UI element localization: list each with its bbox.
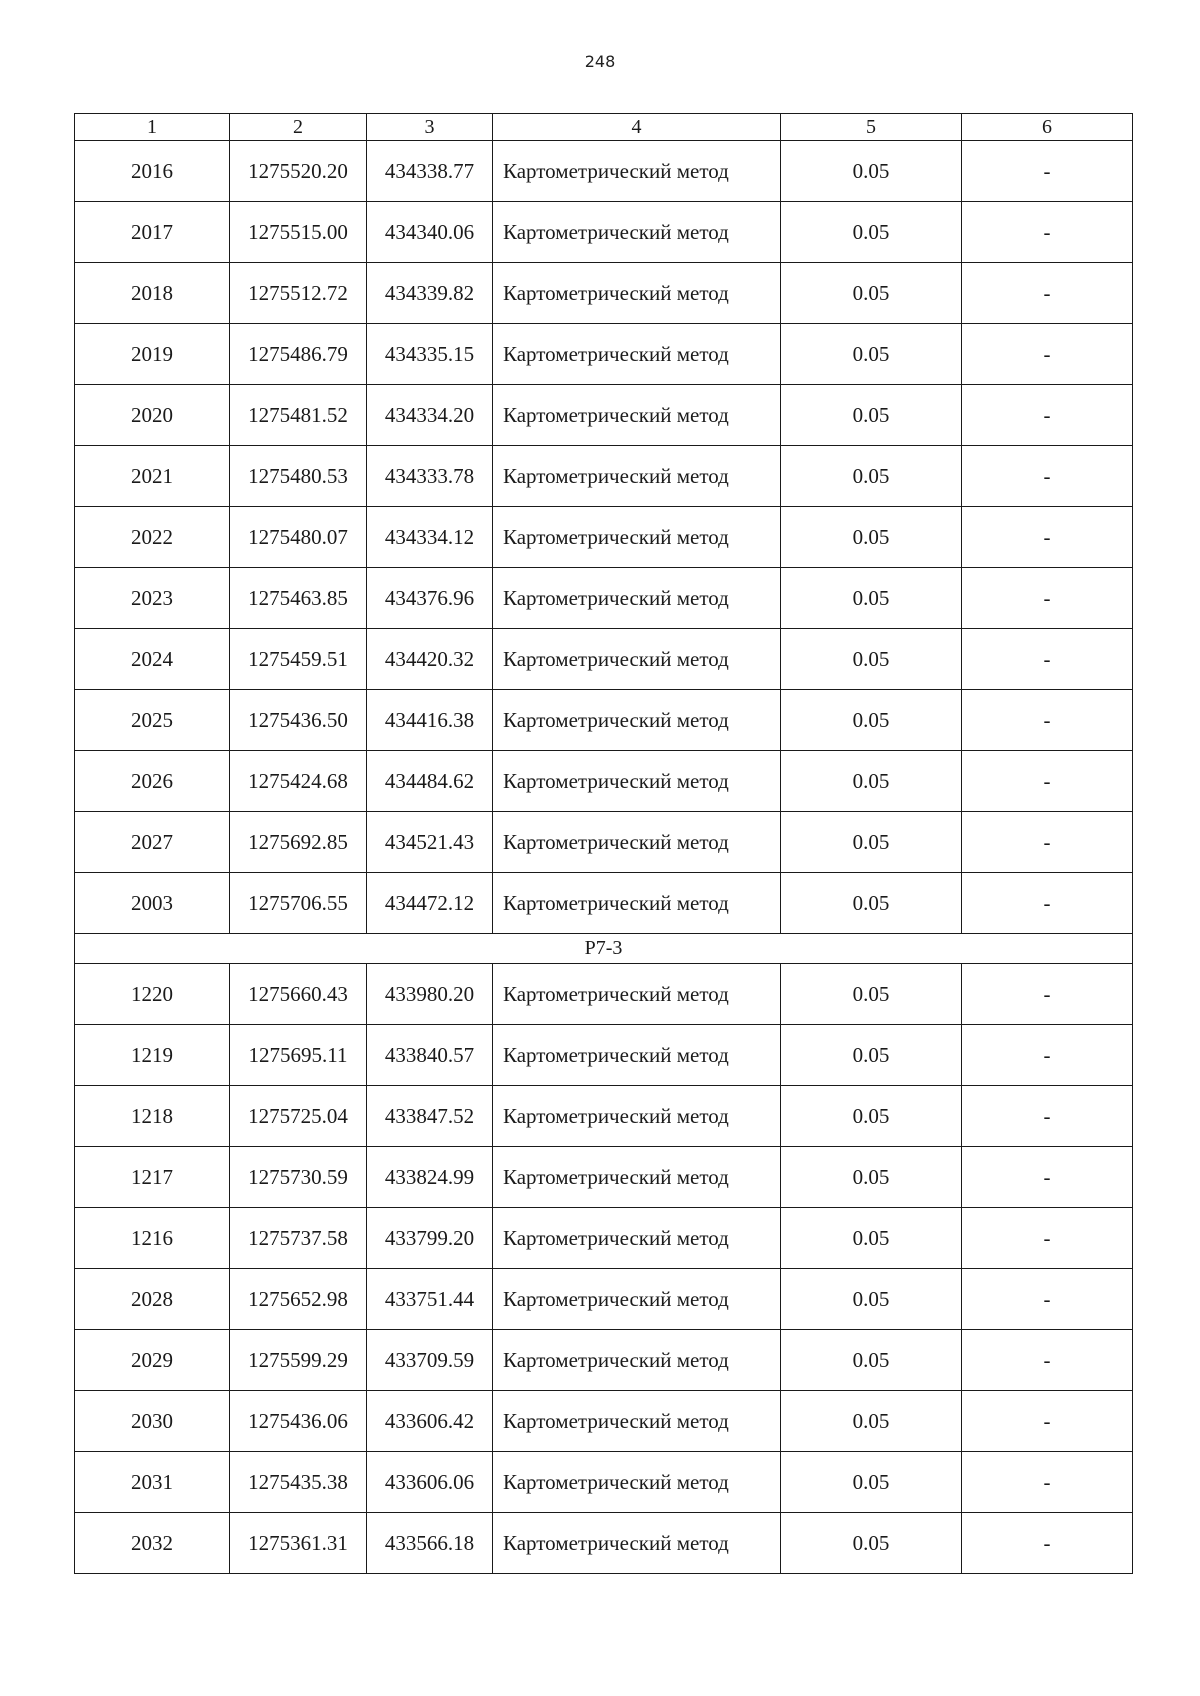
cell-point-number: 2019 xyxy=(75,324,230,385)
header-cell-3: 3 xyxy=(367,114,493,141)
cell-coord-x: 1275436.50 xyxy=(230,690,367,751)
cell-method: Картометрический метод xyxy=(493,1391,781,1452)
cell-note: - xyxy=(962,629,1133,690)
table-body-b xyxy=(75,964,1133,1574)
cell-coord-y: 433709.59 xyxy=(367,1330,493,1391)
cell-coord-y: 434334.20 xyxy=(367,385,493,446)
cell-coord-y: 434335.15 xyxy=(367,324,493,385)
cell-point-number: 1216 xyxy=(75,1208,230,1269)
cell-coord-x: 1275424.68 xyxy=(230,751,367,812)
cell-coord-y: 434416.38 xyxy=(367,690,493,751)
table-row xyxy=(75,141,1133,202)
cell-point-number: 2026 xyxy=(75,751,230,812)
table-row xyxy=(75,1208,1133,1269)
cell-coord-x: 1275652.98 xyxy=(230,1269,367,1330)
cell-note: - xyxy=(962,964,1133,1025)
cell-coord-x: 1275512.72 xyxy=(230,263,367,324)
cell-method: Картометрический метод xyxy=(493,873,781,934)
cell-accuracy: 0.05 xyxy=(781,141,962,202)
cell-point-number: 2018 xyxy=(75,263,230,324)
cell-note: - xyxy=(962,263,1133,324)
cell-coord-y: 434340.06 xyxy=(367,202,493,263)
cell-point-number: 2016 xyxy=(75,141,230,202)
cell-method: Картометрический метод xyxy=(493,1086,781,1147)
table-row xyxy=(75,1269,1133,1330)
cell-coord-y: 434484.62 xyxy=(367,751,493,812)
cell-point-number: 2027 xyxy=(75,812,230,873)
table-body-a xyxy=(75,141,1133,934)
cell-coord-y: 433980.20 xyxy=(367,964,493,1025)
cell-coord-x: 1275520.20 xyxy=(230,141,367,202)
cell-note: - xyxy=(962,1086,1133,1147)
cell-note: - xyxy=(962,1513,1133,1574)
cell-point-number: 2031 xyxy=(75,1452,230,1513)
table-row xyxy=(75,1513,1133,1574)
header-cell-2: 2 xyxy=(230,114,367,141)
cell-coord-x: 1275660.43 xyxy=(230,964,367,1025)
cell-note: - xyxy=(962,1269,1133,1330)
cell-note: - xyxy=(962,1391,1133,1452)
cell-coord-y: 433751.44 xyxy=(367,1269,493,1330)
cell-coord-y: 434472.12 xyxy=(367,873,493,934)
table-row xyxy=(75,324,1133,385)
table-row xyxy=(75,385,1133,446)
cell-accuracy: 0.05 xyxy=(781,629,962,690)
cell-coord-y: 434521.43 xyxy=(367,812,493,873)
cell-coord-x: 1275480.53 xyxy=(230,446,367,507)
cell-coord-x: 1275737.58 xyxy=(230,1208,367,1269)
cell-accuracy: 0.05 xyxy=(781,446,962,507)
cell-point-number: 2023 xyxy=(75,568,230,629)
cell-point-number: 2003 xyxy=(75,873,230,934)
cell-method: Картометрический метод xyxy=(493,751,781,812)
cell-coord-x: 1275692.85 xyxy=(230,812,367,873)
cell-accuracy: 0.05 xyxy=(781,1330,962,1391)
cell-note: - xyxy=(962,507,1133,568)
cell-accuracy: 0.05 xyxy=(781,385,962,446)
cell-coord-x: 1275599.29 xyxy=(230,1330,367,1391)
cell-method: Картометрический метод xyxy=(493,1330,781,1391)
cell-accuracy: 0.05 xyxy=(781,1452,962,1513)
cell-coord-y: 434339.82 xyxy=(367,263,493,324)
cell-accuracy: 0.05 xyxy=(781,1391,962,1452)
table-row xyxy=(75,690,1133,751)
cell-coord-y: 434333.78 xyxy=(367,446,493,507)
table-row xyxy=(75,568,1133,629)
cell-note: - xyxy=(962,568,1133,629)
section-row xyxy=(75,934,1133,964)
cell-note: - xyxy=(962,202,1133,263)
cell-accuracy: 0.05 xyxy=(781,1025,962,1086)
cell-point-number: 2021 xyxy=(75,446,230,507)
cell-accuracy: 0.05 xyxy=(781,873,962,934)
cell-point-number: 1218 xyxy=(75,1086,230,1147)
cell-coord-y: 434338.77 xyxy=(367,141,493,202)
cell-point-number: 1220 xyxy=(75,964,230,1025)
table-row xyxy=(75,964,1133,1025)
cell-point-number: 2032 xyxy=(75,1513,230,1574)
header-cell-4: 4 xyxy=(493,114,781,141)
cell-point-number: 2028 xyxy=(75,1269,230,1330)
cell-method: Картометрический метод xyxy=(493,324,781,385)
cell-method: Картометрический метод xyxy=(493,141,781,202)
cell-method: Картометрический метод xyxy=(493,446,781,507)
cell-method: Картометрический метод xyxy=(493,385,781,446)
page-number: 248 xyxy=(584,52,616,71)
cell-note: - xyxy=(962,873,1133,934)
cell-method: Картометрический метод xyxy=(493,568,781,629)
cell-point-number: 1217 xyxy=(75,1147,230,1208)
header-cell-5: 5 xyxy=(781,114,962,141)
cell-method: Картометрический метод xyxy=(493,1269,781,1330)
cell-coord-y: 433824.99 xyxy=(367,1147,493,1208)
table-row xyxy=(75,751,1133,812)
cell-accuracy: 0.05 xyxy=(781,964,962,1025)
cell-accuracy: 0.05 xyxy=(781,507,962,568)
section-body xyxy=(75,934,1133,964)
cell-coord-x: 1275695.11 xyxy=(230,1025,367,1086)
table-row xyxy=(75,507,1133,568)
table-row xyxy=(75,1391,1133,1452)
table-row xyxy=(75,1452,1133,1513)
cell-method: Картометрический метод xyxy=(493,1452,781,1513)
cell-accuracy: 0.05 xyxy=(781,1513,962,1574)
table-row xyxy=(75,873,1133,934)
cell-point-number: 2029 xyxy=(75,1330,230,1391)
cell-note: - xyxy=(962,446,1133,507)
cell-coord-x: 1275480.07 xyxy=(230,507,367,568)
cell-note: - xyxy=(962,385,1133,446)
header-row xyxy=(75,114,1133,141)
cell-coord-x: 1275459.51 xyxy=(230,629,367,690)
table-row xyxy=(75,1086,1133,1147)
cell-method: Картометрический метод xyxy=(493,1208,781,1269)
section-label: Р7-3 xyxy=(75,934,1133,964)
cell-accuracy: 0.05 xyxy=(781,812,962,873)
cell-coord-x: 1275486.79 xyxy=(230,324,367,385)
cell-coord-x: 1275481.52 xyxy=(230,385,367,446)
cell-method: Картометрический метод xyxy=(493,1147,781,1208)
cell-coord-x: 1275463.85 xyxy=(230,568,367,629)
table-row xyxy=(75,1330,1133,1391)
cell-accuracy: 0.05 xyxy=(781,568,962,629)
cell-accuracy: 0.05 xyxy=(781,1147,962,1208)
cell-method: Картометрический метод xyxy=(493,812,781,873)
cell-coord-y: 433840.57 xyxy=(367,1025,493,1086)
cell-method: Картометрический метод xyxy=(493,964,781,1025)
cell-coord-y: 433606.42 xyxy=(367,1391,493,1452)
cell-note: - xyxy=(962,812,1133,873)
table-row xyxy=(75,263,1133,324)
cell-accuracy: 0.05 xyxy=(781,324,962,385)
coordinates-table xyxy=(74,113,1133,1574)
cell-method: Картометрический метод xyxy=(493,629,781,690)
cell-point-number: 2022 xyxy=(75,507,230,568)
cell-point-number: 2020 xyxy=(75,385,230,446)
cell-note: - xyxy=(962,690,1133,751)
cell-point-number: 2025 xyxy=(75,690,230,751)
table-row xyxy=(75,446,1133,507)
cell-coord-y: 433799.20 xyxy=(367,1208,493,1269)
cell-method: Картометрический метод xyxy=(493,1025,781,1086)
cell-note: - xyxy=(962,141,1133,202)
cell-note: - xyxy=(962,1147,1133,1208)
cell-accuracy: 0.05 xyxy=(781,690,962,751)
cell-coord-x: 1275730.59 xyxy=(230,1147,367,1208)
cell-point-number: 1219 xyxy=(75,1025,230,1086)
cell-coord-x: 1275361.31 xyxy=(230,1513,367,1574)
cell-method: Картометрический метод xyxy=(493,690,781,751)
cell-method: Картометрический метод xyxy=(493,263,781,324)
header-cell-1: 1 xyxy=(75,114,230,141)
cell-note: - xyxy=(962,1330,1133,1391)
cell-accuracy: 0.05 xyxy=(781,263,962,324)
cell-point-number: 2024 xyxy=(75,629,230,690)
cell-accuracy: 0.05 xyxy=(781,202,962,263)
cell-method: Картометрический метод xyxy=(493,507,781,568)
table-row xyxy=(75,202,1133,263)
cell-coord-y: 433606.06 xyxy=(367,1452,493,1513)
cell-note: - xyxy=(962,1208,1133,1269)
cell-note: - xyxy=(962,1025,1133,1086)
cell-note: - xyxy=(962,1452,1133,1513)
cell-method: Картометрический метод xyxy=(493,202,781,263)
cell-method: Картометрический метод xyxy=(493,1513,781,1574)
table-row xyxy=(75,812,1133,873)
cell-coord-x: 1275436.06 xyxy=(230,1391,367,1452)
cell-accuracy: 0.05 xyxy=(781,1269,962,1330)
cell-accuracy: 0.05 xyxy=(781,1086,962,1147)
cell-coord-y: 434420.32 xyxy=(367,629,493,690)
cell-coord-x: 1275435.38 xyxy=(230,1452,367,1513)
table-row xyxy=(75,1147,1133,1208)
cell-coord-x: 1275706.55 xyxy=(230,873,367,934)
cell-note: - xyxy=(962,751,1133,812)
cell-coord-y: 433847.52 xyxy=(367,1086,493,1147)
cell-accuracy: 0.05 xyxy=(781,751,962,812)
cell-coord-x: 1275515.00 xyxy=(230,202,367,263)
cell-coord-y: 433566.18 xyxy=(367,1513,493,1574)
cell-coord-y: 434334.12 xyxy=(367,507,493,568)
cell-accuracy: 0.05 xyxy=(781,1208,962,1269)
cell-coord-x: 1275725.04 xyxy=(230,1086,367,1147)
table-row xyxy=(75,629,1133,690)
cell-note: - xyxy=(962,324,1133,385)
cell-point-number: 2030 xyxy=(75,1391,230,1452)
table-row xyxy=(75,1025,1133,1086)
cell-point-number: 2017 xyxy=(75,202,230,263)
header-cell-6: 6 xyxy=(962,114,1133,141)
cell-coord-y: 434376.96 xyxy=(367,568,493,629)
